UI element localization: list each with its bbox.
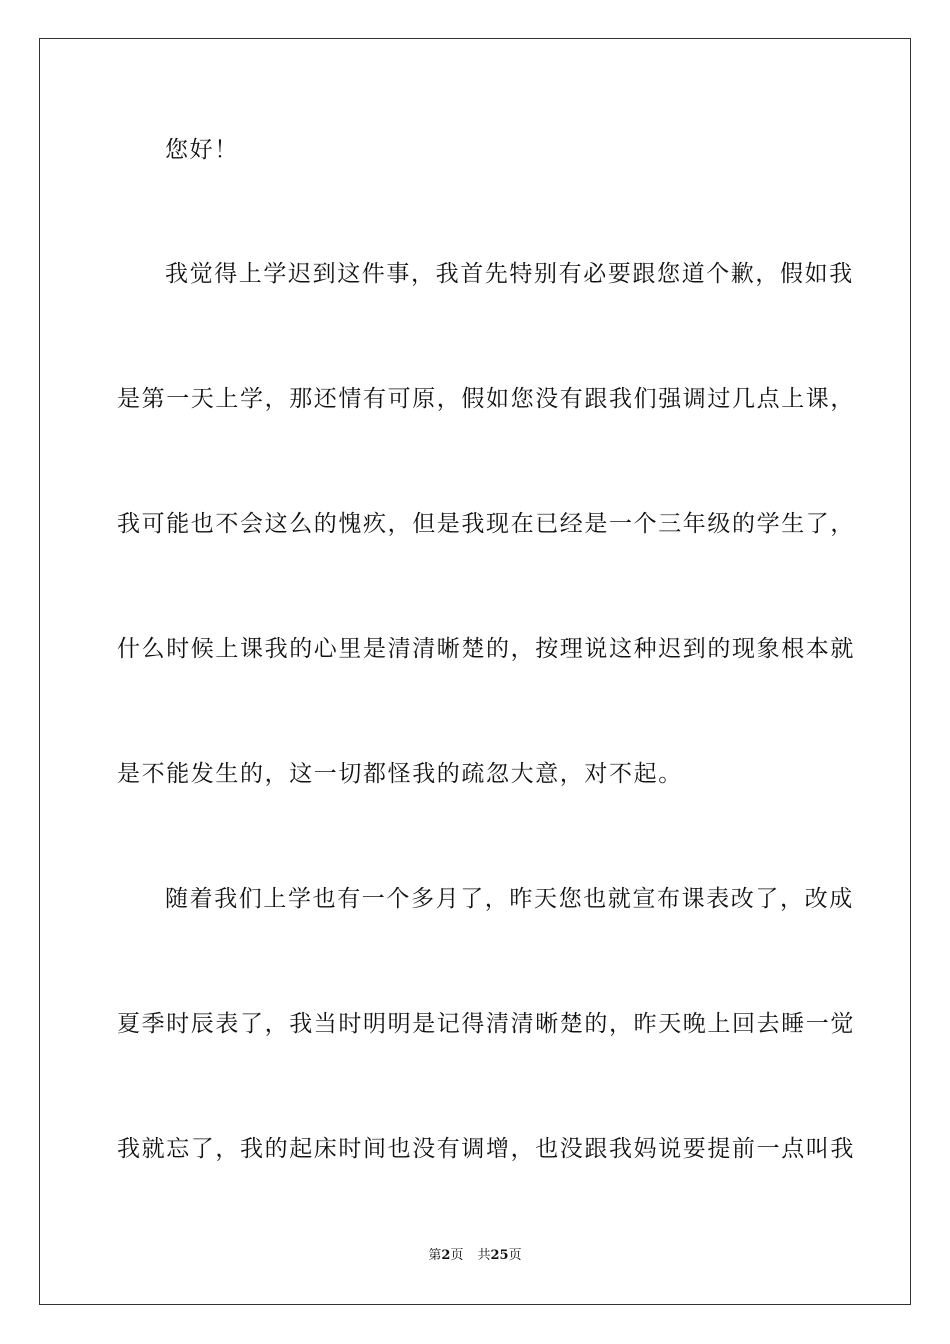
paragraph-line: 夏季时辰表了，我当时明明是记得清清晰楚的，昨天晚上回去睡一觉	[117, 1011, 855, 1037]
page-prefix: 第	[428, 1248, 442, 1263]
page-footer	[0, 1247, 950, 1265]
paragraph-line: 什么时候上课我的心里是清清晰楚的，按理说这种迟到的现象根本就	[117, 636, 855, 662]
paragraph-line: 随着我们上学也有一个多月了，昨天您也就宣布课表改了，改成	[165, 886, 854, 912]
page-suffix: 页	[450, 1248, 464, 1263]
paragraph-line: 我觉得上学迟到这件事，我首先特别有必要跟您道个歉，假如我	[165, 261, 854, 287]
paragraph-line: 是不能发生的，这一切都怪我的疏忽大意，对不起。	[117, 761, 683, 787]
total-suffix: 页	[508, 1248, 522, 1263]
total-prefix: 共	[477, 1248, 491, 1263]
paragraph-line: 我就忘了，我的起床时间也没有调增，也没跟我妈说要提前一点叫我	[117, 1136, 855, 1162]
page-number: 2	[441, 1248, 451, 1263]
page-border	[39, 38, 911, 1305]
paragraph-line: 是第一天上学，那还情有可原，假如您没有跟我们强调过几点上课，	[117, 386, 855, 412]
greeting-line: 您好！	[165, 137, 239, 163]
total-pages: 25	[490, 1248, 509, 1263]
paragraph-line: 我可能也不会这么的愧疚，但是我现在已经是一个三年级的学生了，	[117, 511, 855, 537]
